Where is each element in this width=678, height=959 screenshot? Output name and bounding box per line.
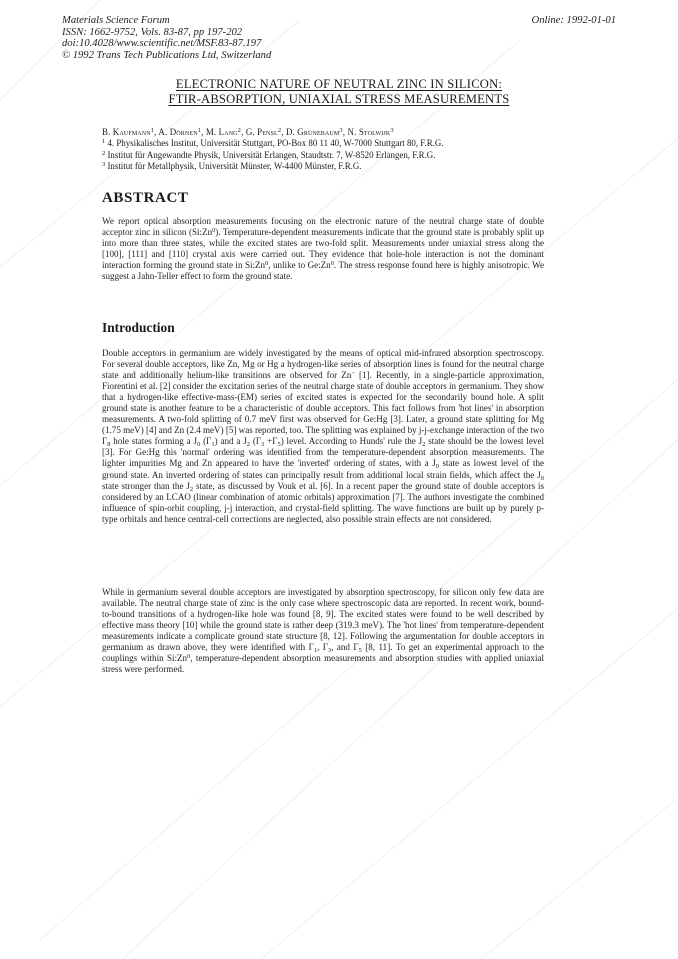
author-name: M. Lang	[205, 127, 238, 137]
intro-paragraph-1: Double acceptors in germanium are widely investigated by the means of optical mid-infrared absorption spectroscopy. For several double acceptors, like Zn, Mg or Hg a hydrogen-like series of absorption lines is found for the neutral charge state and additionally helium-like transitions are observed for Zn− [1]. Recently, in a single-particle approximation, Fiorentini et al. [2] consider the excitation series of the neutral charge state of double acceptors in germanium. They show that a hydrogen-like effective-mass-(EM) series of excited states is expected for the secondarily bound hole. A split ground state is another feature to be a characteristic of double acceptors. This fact follows from 'hot lines' in absorption measurements. A two-fold splitting of 0.7 meV first was observed for Ge:Hg [3]. Later, a ground state splitting for Mg (1.75 meV) [4] and Zn (2.4 meV) [5] was reported, too. The splitting was explained by j-j-exchange interaction of the two $\Gamma_8$ hole states forming a $J_0$ $(\Gamma_1)$ and a $J_2$ $(\Gamma_3 +\Gamma_5)$ level. According to Hunds' rule the $J_2$ state should be the lowest level [3]. For Ge:Hg this 'normal' ordering was identified from the temperature-dependent absorption measurements. The lighter impurities Mg and Zn appeared to have the 'inverted' ordering of states, with a $J_0$ state as lowest level of the ground state. An inverted ordering of states can principally result from additional local strain fields, which affect the $J_0$ state stronger than the $J_2$ state, as discussed by Vouk et al. [6]. In a recent paper the ground state of double acceptors is considered by an LCAO (linear combination of atomic orbitals) approximation [7]. The authors investigate the combined influence of spin-orbit coupling, j-j interaction, and crystal-field splitting. The wave functions are built up by purely p-type orbitals and hence central-cell corrections are neglected, also possible strain effects are not considered.	[102, 348, 545, 524]
affiliation-2: $^2$ Institut für Angewandte Physik, Universität Erlangen, Staudtstr. 7, W-8520 Erlangen, F.R.G.	[102, 149, 436, 160]
introduction-heading: Introduction	[102, 320, 175, 335]
issn-line: ISSN: 1662-9752, Vols. 83-87, pp 197-202	[62, 26, 243, 38]
affiliation-3: $^3$ Institut für Metallphysik, Universität Münster, W-4400 Münster, F.R.G.	[102, 161, 362, 172]
author-list: B. Kaufmann$^1$, A. Dörnen$^1$, M. Lang$^2$, G. Pensl$^2$, D. Grünebaum$^3$, N. Stolwijk$^3$	[102, 127, 394, 137]
title-line-1: ELECTRONIC NATURE OF NEUTRAL ZINC IN SILICON:	[175, 77, 503, 91]
abstract-text: We report optical absorption measurements focusing on the electronic nature of the neutral charge state of double acceptor zinc in silicon (Si:Zn$^0$). Temperature-dependent measurements indicate that the ground state is probably split up into more than three states, while the excited states are two-fold split. Measurements under uniaxial stress along the [100], [111] and [110] crystal axis were carried out. They evidence that hole-hole interaction is not the dominant interaction forming the ground state in Si:Zn$^0$, unlike to Ge:Zn$^0$. The stress response found here is highly anisotropic. We suggest a Jahn-Teller effect to form the ground state.	[102, 216, 545, 282]
doi-line[interactable]: doi:10.4028/www.scientific.net/MSF.83-87.197	[62, 38, 262, 50]
copyright-line: © 1992 Trans Tech Publications Ltd, Switzerland	[62, 49, 272, 61]
author-name: D. Grünebaum	[285, 127, 340, 137]
author-block	[102, 127, 572, 173]
intro-paragraph-2: While in germanium several double acceptors are investigated by absorption spectroscopy, for silicon only few data are available. The neutral charge state of zinc is the only case where spectroscopic data are reported. In recent work, bound-to-bound transitions of a hydrogen-like hole was found [8, 9]. The excited states were found to be well described by effective mass theory [10] while the ground state is rather deep (319.3 meV). The 'hot lines' from temperature-dependent measurements indicate a complicate ground state structure [8, 12]. Following the argumentation for double acceptors in germanium as drawn above, they were identified with $\Gamma_1$, $\Gamma_3$, and $\Gamma_5$ [8, 11]. To get an experimental approach to the couplings within Si:Zn$^0$, temperature-dependent absorption measurements and absorption studies with applied uniaxial stress were performed.	[102, 587, 545, 675]
journal-name: Materials Science Forum	[62, 15, 170, 26]
author-name: G. Pensl	[245, 127, 278, 137]
affiliation-1: $^1$ 4. Physikalisches Institut, Universität Stuttgart, PO-Box 80 11 40, W-7000 Stuttgart 80, F.R.G.	[102, 138, 444, 149]
publication-header	[62, 15, 271, 61]
author-name: A. Dörnen	[158, 127, 198, 137]
author-name: B. Kaufmann	[102, 127, 151, 137]
abstract-heading: ABSTRACT	[102, 190, 189, 206]
paper-title	[100, 77, 578, 107]
online-date: Online: 1992-01-01	[531, 15, 616, 26]
author-name: N. Stolwijk	[347, 127, 391, 137]
title-line-2: FTIR-ABSORPTION, UNIAXIAL STRESS MEASUREMENTS	[168, 92, 510, 106]
